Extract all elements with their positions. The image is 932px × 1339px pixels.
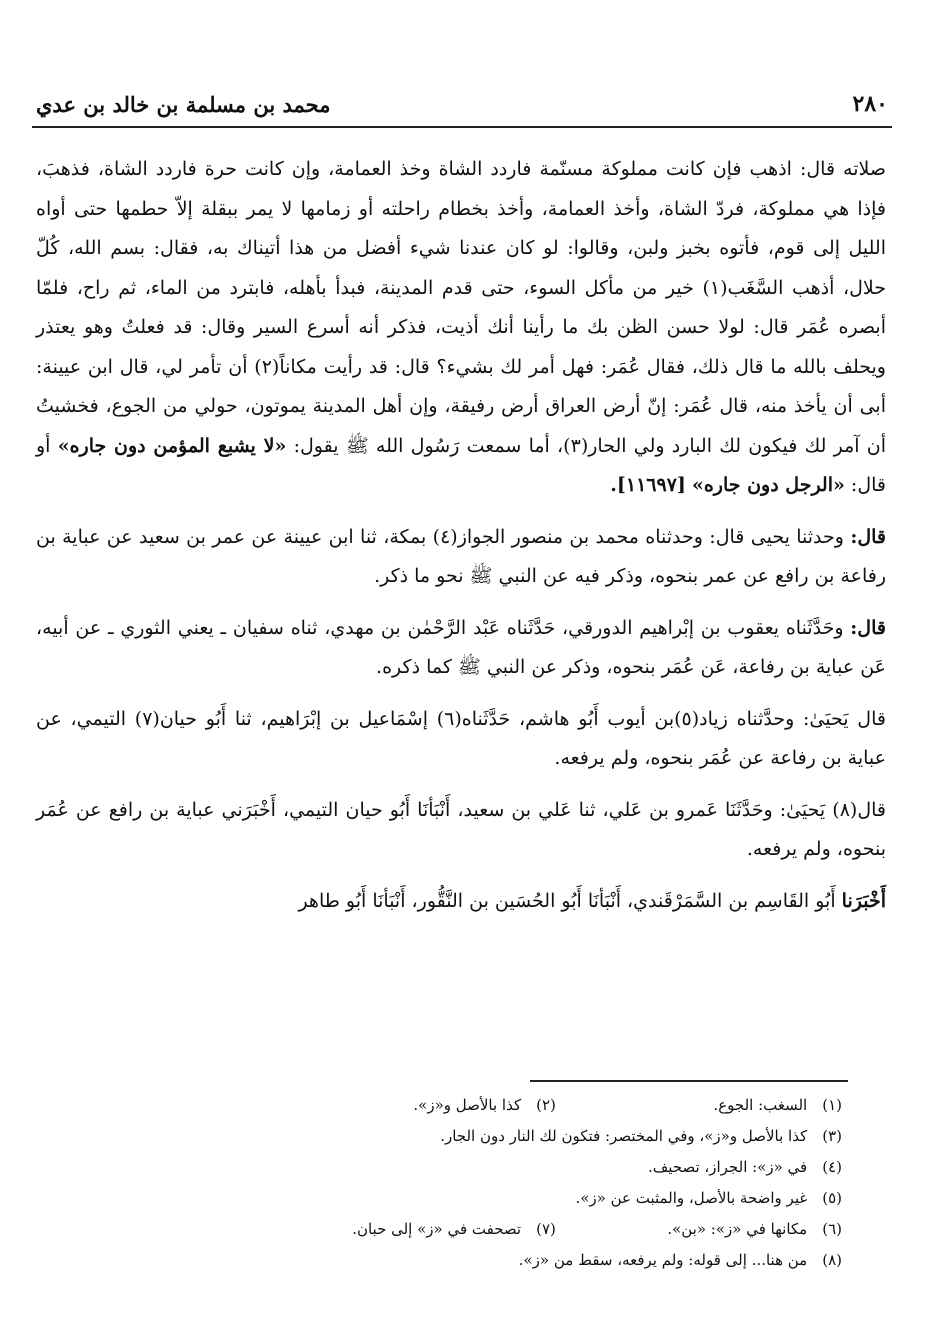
paragraph-4-text: قال يَحيَىٰ: وحدَّثناه زياد(٥)بن أيوب أَبُو هاشم، حَدَّثَناه(٦) إسْمَاعيل بن إبْرَاهيم، ثنا أَبُو حيان(٧) التيمي، عن عباية بن رفاعة عن عُمَر بنحوه، ولم يرفعه.	[36, 707, 886, 769]
footnote-5	[575, 1183, 842, 1214]
paragraph-6-text: أَبُو القَاسِم بن السَّمَرْقَندي، أَنْبَأنَا أَبُو الحُسَين بن النَّقُّور، أَنْبَأنَا أَبُو طاهر	[298, 889, 836, 912]
paragraph-2-label: قال:	[850, 525, 887, 548]
header-rule	[32, 126, 892, 128]
footnote-number: (١)	[822, 1096, 842, 1114]
footnote-text: مكانها في «ز»: «بن».	[667, 1220, 808, 1238]
footnote-text: كذا بالأصل و«ز».	[413, 1096, 522, 1114]
footnote-number: (٣)	[822, 1127, 842, 1145]
page-number: ٢٨٠	[852, 91, 888, 117]
paragraph-5-text: قال(٨) يَحيَىٰ: وحَدَّثَنَا عَمرو بن عَلي، ثنا عَلي بن سعيد، أَنْبَأنَا أَبُو حيان التيمي، أَخْبَرَني عباية بن رافع عن عُمَر بنحوه، ولم يرفعه.	[36, 798, 886, 860]
footnote-number: (٢)	[536, 1096, 556, 1114]
footnote-row	[220, 1121, 842, 1152]
footnote-row	[220, 1245, 842, 1276]
footnote-1	[556, 1090, 842, 1121]
footnote-4	[648, 1152, 842, 1183]
paragraph-3-label: قال:	[850, 616, 886, 639]
footnote-text: كذا بالأصل و«ز»، وفي المختصر: فتكون لك النار دون الجار.	[440, 1127, 808, 1145]
page-header	[36, 86, 888, 122]
footnote-row	[220, 1152, 842, 1183]
paragraph-1	[36, 150, 886, 506]
footnote-8	[519, 1245, 842, 1276]
running-title: محمد بن مسلمة بن خالد بن عدي	[36, 91, 331, 117]
footnote-2	[413, 1090, 556, 1121]
footnote-number: (٦)	[822, 1220, 842, 1238]
footnote-text: في «ز»: الجراز، تصحيف.	[647, 1158, 808, 1176]
footnote-number: (٨)	[822, 1251, 842, 1269]
hadith-quote-1: «لا يشبع المؤمن دون جاره»	[57, 434, 287, 457]
footnote-6	[556, 1214, 842, 1245]
footnotes	[220, 1090, 842, 1276]
footnote-text: غير واضحة بالأصل، والمثبت عن «ز».	[575, 1189, 808, 1207]
footnote-7	[352, 1214, 556, 1245]
footnote-text: تصحفت في «ز» إلى حبان.	[352, 1220, 522, 1238]
paragraph-4	[36, 700, 886, 779]
footnote-text: السغب: الجوع.	[713, 1096, 808, 1114]
main-text	[36, 150, 886, 921]
paragraph-1-text: صلاته قال: اذهب فإن كانت مملوكة مسنّمة فاردد الشاة وخذ العمامة، وإن كانت حرة فاردد الشاة، فذهبَ، فإذا هي مملوكة، فردّ الشاة، وأخذ العمامة، وأخذ بخطام راحلته أو زمامها لا يمر ببقلة إلاّ حطمها حتى أواه الليل إلى قوم، فأتوه بخبز ولبن، وقالوا: لو كان عندنا شيء أفضل من هذا أتيناك به، فقال: بسم الله، كُلّ حلال، أذهب السَّغَب(١) خير من مأكل السوء، حتى قدم المدينة، فبدأ بأهله، فابترد من الماء، ثم راح، فلمّا أبصره عُمَر قال: لولا حسن الظن بك ما رأينا أنك أذيت، فذكر أنه أسرع السير وقال: قد فعلتُ وهو يعتذر ويحلف بالله ما قال ذلك، فقال عُمَر: فهل أمر لك بشيء؟ قال: قد رأيت مكاناً(٢) أن تأمر لي، قال ابن عيينة: أبى أن يأخذ منه، قال عُمَر: إنّ أرض العراق أرض رفيقة، وإن أهل المدينة يموتون، حولي من الجوع، فخشيتُ أن آمر لك فيكون لك البارد ولي الحار(٣)، أما سمعت رَسُول الله ﷺ يقول:	[36, 158, 886, 457]
footnote-3	[440, 1121, 842, 1152]
footnote-number: (٧)	[536, 1220, 556, 1238]
paragraph-3-text: وحَدَّثَناه يعقوب بن إبْراهيم الدورقي، حَدَّثَناه عَبْد الرَّحْمٰن بن مهدي، ثناه سفيان ـ يعني الثوري ـ عن أبيه، عَن عباية بن رفاعة، عَن عُمَر بنحوه، وذكر عن النبي ﷺ كما ذكره.	[36, 616, 886, 678]
hadith-reference: [١١٦٩٧].	[610, 474, 686, 496]
footnote-number: (٤)	[822, 1158, 842, 1176]
footnote-row	[220, 1090, 842, 1121]
footnote-text: من هنا... إلى قوله: ولم يرفعه، سقط من «ز».	[518, 1251, 808, 1269]
paragraph-2	[36, 518, 886, 597]
footnote-separator	[530, 1080, 848, 1082]
footnote-number: (٥)	[822, 1189, 842, 1207]
footnote-row	[220, 1214, 842, 1245]
paragraph-2-text: وحدثنا يحيى قال: وحدثناه محمد بن منصور الجواز(٤) بمكة، ثنا ابن عيينة عن عمر بن سعيد عن عباية بن رفاعة بن رافع عن عمر بنحوه، وذكر فيه عن النبي ﷺ نحو ما ذكر.	[36, 525, 886, 587]
paragraph-6	[36, 882, 886, 922]
footnote-row	[220, 1183, 842, 1214]
hadith-quote-2: «الرجل دون جاره»	[691, 474, 845, 496]
paragraph-3	[36, 609, 886, 688]
paragraph-6-label: أَخْبَرَنا	[841, 889, 886, 912]
paragraph-1-mid: أو قال:	[36, 434, 886, 496]
paragraph-5	[36, 791, 886, 870]
